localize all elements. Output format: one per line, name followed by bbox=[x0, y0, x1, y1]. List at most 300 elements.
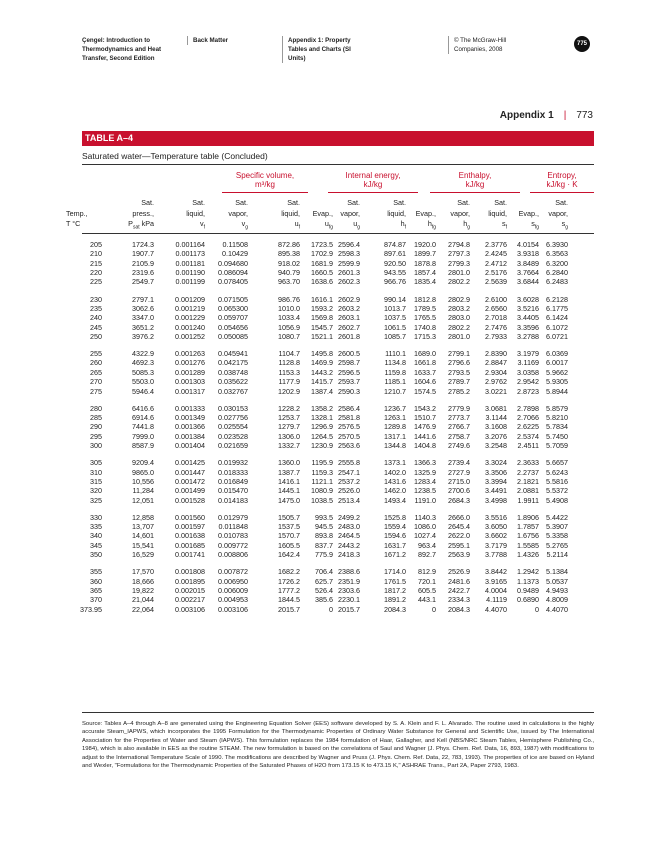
group-header-enthalpy bbox=[430, 171, 520, 189]
table-cell: 0.001560 bbox=[175, 512, 205, 522]
table-row bbox=[82, 531, 594, 540]
table-row bbox=[82, 332, 594, 341]
table-cell: 2.5639 bbox=[485, 277, 507, 287]
table-cell: 945.5 bbox=[315, 522, 333, 532]
table-cell: 0.001404 bbox=[175, 441, 205, 451]
table-cell: 0.003106 bbox=[175, 604, 205, 614]
table-cell: 2789.7 bbox=[448, 377, 470, 387]
table-cell: 13,707 bbox=[132, 522, 154, 532]
table-cell: 0 bbox=[329, 604, 333, 614]
table-cell: 9865.0 bbox=[132, 467, 154, 477]
table-cell: 2793.5 bbox=[448, 367, 470, 377]
table-cell: 6.2840 bbox=[546, 268, 568, 278]
table-cell: 355 bbox=[90, 567, 102, 577]
table-cell: 4.9493 bbox=[546, 586, 568, 595]
table-cell: 0 bbox=[432, 604, 436, 614]
table-cell: 2576.5 bbox=[338, 422, 360, 432]
table-cell: 240 bbox=[90, 313, 102, 323]
source-note: Source: Tables A–4 through A–8 are generated using the Engineering Equation Solver (EES) software developed by S. A. Klein and F. L. Alvarado. The routine used in calculations is the highly accurate Steam_IAPWS, which incorporates the 1995 Formulation for the Thermodynamic Properties of Ordinary Water Substance for General and Scientific Use, issued by The International Association for the Properties of Water and Steam (IAPWS). This formulation replaces the 1984 formulation of Haar, Gallagher, and Kell (NBS/NRC Steam Tables, Hemisphere Publishing Co., 1984), which is also available in EES as the routine STEAM. The new formulation is based on the correlations of Saul and Wagner (J. Phys. Chem. Ref. Data, 16, 893, 1987) with modifications to adjust to the International Temperature Scale of 1990. The modifications are described by Wagner and Pruss (J. Phys. Chem. Ref. Data, 22, 783, 1993). The properties of ice are based on Hyland and Wexler, "Formulations for the Thermodynamic Properties of the Saturated Phases of H2O from 173.15 K to 473.15 K," ASHRAE Trans., Part 2A, Paper 2793, 1983. bbox=[82, 721, 594, 770]
table-cell: 3347.0 bbox=[132, 313, 154, 323]
table-cell: 1283.4 bbox=[414, 476, 436, 486]
table-row bbox=[82, 249, 594, 258]
table-cell: 1253.7 bbox=[278, 413, 300, 422]
table-row bbox=[82, 304, 594, 313]
table-cell: 8587.9 bbox=[132, 441, 154, 451]
column-header-line: Sat. bbox=[235, 198, 248, 207]
column-header-line: Sat. bbox=[347, 198, 360, 207]
table-cell: 0.11508 bbox=[222, 240, 248, 249]
table-cell: 2.6560 bbox=[485, 303, 507, 313]
table-cell: 2596.5 bbox=[338, 367, 360, 377]
table-cell: 5.1384 bbox=[546, 567, 568, 577]
table-cell: 0.10429 bbox=[222, 249, 248, 259]
table-cell: 2803.2 bbox=[448, 303, 470, 313]
column-header-line: liquid, bbox=[488, 208, 507, 218]
table-cell: 0.001289 bbox=[175, 367, 205, 377]
table-cell: 963.70 bbox=[278, 277, 300, 287]
table-row bbox=[82, 323, 594, 332]
table-cell: 1360.0 bbox=[278, 458, 300, 468]
table-cell: 3.0358 bbox=[517, 367, 539, 377]
table-row bbox=[82, 422, 594, 431]
table-cell: 0.006950 bbox=[218, 576, 248, 586]
table-row bbox=[82, 349, 594, 358]
table-cell: 2797.3 bbox=[448, 249, 470, 259]
table-cell: 2303.6 bbox=[338, 586, 360, 595]
table-cell: 17,570 bbox=[132, 567, 154, 577]
table-cell: 3.5516 bbox=[485, 512, 507, 522]
table-cell: 1387.4 bbox=[311, 386, 333, 396]
table-cell: 0.001741 bbox=[175, 550, 205, 560]
table-cell: 2105.9 bbox=[132, 258, 154, 268]
table-row bbox=[82, 413, 594, 422]
table-cell: 3062.6 bbox=[132, 303, 154, 313]
table-cell: 2758.7 bbox=[448, 431, 470, 441]
chapter-label: Appendix 1: Property Tables and Charts (SI Units) bbox=[282, 36, 368, 63]
table-cell: 365 bbox=[90, 586, 102, 595]
table-cell: 1.1373 bbox=[517, 576, 539, 586]
table-cell: 260 bbox=[90, 358, 102, 368]
table-cell: 1373.1 bbox=[384, 458, 406, 468]
table-cell: 3.2548 bbox=[485, 441, 507, 451]
table-cell: 2.2737 bbox=[517, 467, 539, 477]
table-cell: 2.4511 bbox=[517, 441, 539, 451]
table-cell: 1521.1 bbox=[311, 331, 333, 341]
table-row bbox=[82, 441, 594, 450]
table-cell: 2749.6 bbox=[448, 441, 470, 451]
column-header-line: $s_f$ bbox=[502, 219, 507, 231]
table-cell: 1899.7 bbox=[414, 249, 436, 259]
table-cell: 5.3358 bbox=[546, 531, 568, 541]
table-cell: 1682.2 bbox=[278, 567, 300, 577]
table-cell: 943.55 bbox=[384, 268, 406, 278]
table-cell: 605.5 bbox=[418, 586, 436, 595]
table-cell: 2601.8 bbox=[338, 331, 360, 341]
table-cell: 2.8847 bbox=[485, 358, 507, 368]
table-row bbox=[82, 595, 594, 604]
table-cell: 2773.7 bbox=[448, 413, 470, 422]
table-cell: 2.7898 bbox=[517, 403, 539, 413]
table-cell: 3.3506 bbox=[485, 467, 507, 477]
table-cell: 230 bbox=[90, 294, 102, 304]
table-cell: 1033.4 bbox=[278, 313, 300, 323]
table-cell: 5.6243 bbox=[546, 467, 568, 477]
table-cell: 2766.7 bbox=[448, 422, 470, 432]
table-cell: 2570.5 bbox=[338, 431, 360, 441]
table-cell: 295 bbox=[90, 431, 102, 441]
table-top-rule bbox=[82, 164, 594, 165]
column-header-line: $h_f$ bbox=[400, 219, 406, 231]
table-cell: 2.9542 bbox=[517, 377, 539, 387]
group-title: Specific volume, bbox=[235, 171, 295, 180]
column-header-line: Sat. bbox=[141, 198, 154, 207]
table-cell: 963.4 bbox=[418, 540, 436, 550]
table-cell: 4692.3 bbox=[132, 358, 154, 368]
table-cell: 1702.9 bbox=[311, 249, 333, 259]
table-cell: 837.7 bbox=[315, 540, 333, 550]
table-cell: 5.7834 bbox=[546, 422, 568, 432]
table-cell: 1604.6 bbox=[414, 377, 436, 387]
column-header-line: $P_{sat}$ kPa bbox=[128, 219, 154, 231]
group-header-specific-volume bbox=[222, 171, 308, 189]
table-cell: 0.001219 bbox=[175, 303, 205, 313]
table-cell: 1104.7 bbox=[278, 349, 300, 359]
table-cell: 2464.5 bbox=[338, 531, 360, 541]
table-cell: 1689.0 bbox=[414, 349, 436, 359]
table-cell: 0.006009 bbox=[218, 586, 248, 595]
table-cell: 5.0537 bbox=[546, 576, 568, 586]
table-cell: 2.8390 bbox=[485, 349, 507, 359]
table-cell: 21,044 bbox=[132, 595, 154, 605]
table-row bbox=[82, 486, 594, 495]
table-cell: 0.025554 bbox=[218, 422, 248, 432]
table-cell: 2603.1 bbox=[338, 313, 360, 323]
table-cell: 5.4422 bbox=[546, 512, 568, 522]
table-cell: 1715.3 bbox=[414, 331, 436, 341]
table-cell: 0.045941 bbox=[218, 349, 248, 359]
column-header-line: $s_g$ bbox=[561, 219, 568, 231]
table-cell: 1681.9 bbox=[311, 258, 333, 268]
table-cell: 2603.2 bbox=[338, 303, 360, 313]
column-header bbox=[66, 198, 102, 230]
column-header-line: Sat. bbox=[555, 198, 568, 207]
table-cell: 2593.7 bbox=[338, 377, 360, 387]
table-cell: 1740.8 bbox=[414, 322, 436, 332]
table-cell: 2799.3 bbox=[448, 258, 470, 268]
table-cell: 4.1119 bbox=[486, 595, 507, 605]
table-cell: 3.4405 bbox=[517, 313, 539, 323]
table-cell: 720.1 bbox=[418, 576, 436, 586]
table-cell: 2.5374 bbox=[517, 431, 539, 441]
table-cell: 2.1821 bbox=[517, 476, 539, 486]
group-unit: kJ/kg · K bbox=[546, 180, 578, 189]
table-cell: 1724.3 bbox=[132, 240, 154, 249]
table-cell: 3.6050 bbox=[485, 522, 507, 532]
table-row bbox=[82, 567, 594, 576]
table-cell: 5.8210 bbox=[546, 413, 568, 422]
table-cell: 1505.7 bbox=[278, 512, 300, 522]
table-cell: 0.9489 bbox=[517, 586, 539, 595]
appendix-label: Appendix 1 bbox=[499, 110, 554, 121]
table-cell: 0.001447 bbox=[175, 467, 205, 477]
table-cell: 1777.2 bbox=[278, 586, 300, 595]
group-header-entropy bbox=[530, 171, 594, 189]
group-rule bbox=[222, 192, 308, 193]
table-cell: 4322.9 bbox=[132, 349, 154, 359]
table-cell: 893.8 bbox=[315, 531, 333, 541]
table-cell: 5.5816 bbox=[546, 476, 568, 486]
table-row bbox=[82, 358, 594, 367]
table-cell: 5946.4 bbox=[132, 386, 154, 396]
column-header-line: Evap., bbox=[415, 208, 436, 218]
table-cell: 2334.3 bbox=[448, 595, 470, 605]
table-cell: 1574.5 bbox=[414, 386, 436, 396]
table-cell: 2483.0 bbox=[338, 522, 360, 532]
table-cell: 290 bbox=[90, 422, 102, 432]
column-header-line: $h_{fg}$ bbox=[427, 219, 436, 231]
table-cell: 6.3563 bbox=[546, 249, 568, 259]
table-cell: 3.8489 bbox=[517, 258, 539, 268]
table-cell: 2796.6 bbox=[448, 358, 470, 368]
table-cell: 2.7066 bbox=[517, 413, 539, 422]
table-cell: 0.001895 bbox=[175, 576, 205, 586]
table-cell: 1080.7 bbox=[278, 331, 300, 341]
table-cell: 0.023528 bbox=[218, 431, 248, 441]
table-cell: 2084.3 bbox=[448, 604, 470, 614]
table-cell: 2.0881 bbox=[517, 486, 539, 496]
group-rule bbox=[530, 192, 594, 193]
column-header bbox=[154, 198, 205, 233]
table-cell: 1344.8 bbox=[384, 441, 406, 451]
table-cell: 330 bbox=[90, 512, 102, 522]
table-cell: 1110.1 bbox=[385, 349, 406, 359]
table-cell: 2388.6 bbox=[338, 567, 360, 577]
table-cell: 1844.5 bbox=[278, 595, 300, 605]
column-header bbox=[400, 198, 436, 233]
table-cell: 1056.9 bbox=[278, 322, 300, 332]
section-label: Back Matter bbox=[187, 36, 273, 45]
table-cell: 2602.7 bbox=[338, 322, 360, 332]
table-cell: 5.6657 bbox=[546, 458, 568, 468]
table-cell: 2590.3 bbox=[338, 386, 360, 396]
column-header bbox=[432, 198, 470, 233]
table-cell: 4.8009 bbox=[546, 595, 568, 605]
table-cell: 2602.3 bbox=[338, 277, 360, 287]
table-cell: 315 bbox=[90, 476, 102, 486]
table-cell: 0.009772 bbox=[218, 540, 248, 550]
table-cell: 275 bbox=[90, 386, 102, 396]
table-cell: 2481.6 bbox=[448, 576, 470, 586]
table-cell: 1817.2 bbox=[384, 586, 406, 595]
table-cell: 6.1424 bbox=[546, 313, 568, 323]
table-cell: 1140.3 bbox=[414, 512, 436, 522]
table-row bbox=[82, 377, 594, 386]
table-cell: 2598.7 bbox=[338, 358, 360, 368]
table-cell: 895.38 bbox=[278, 249, 300, 259]
table-cell: 3.7179 bbox=[485, 540, 507, 550]
table-cell: 2598.3 bbox=[338, 249, 360, 259]
table-cell: 0.078405 bbox=[218, 277, 248, 287]
table-cell: 3.9165 bbox=[485, 576, 507, 586]
column-header-line: vapor, bbox=[548, 208, 568, 218]
column-header-line bbox=[66, 198, 102, 209]
table-cell: 0.001276 bbox=[175, 358, 205, 368]
table-cell: 1441.6 bbox=[414, 431, 436, 441]
table-cell: 385.6 bbox=[315, 595, 333, 605]
table-cell: 1510.7 bbox=[414, 413, 436, 422]
table-cell: 2418.3 bbox=[338, 550, 360, 560]
table-cell: 1638.6 bbox=[311, 277, 333, 287]
table-cell: 3.0681 bbox=[485, 403, 507, 413]
table-cell: 1236.7 bbox=[384, 403, 406, 413]
table-cell: 2785.2 bbox=[448, 386, 470, 396]
table-cell: 2230.1 bbox=[338, 595, 360, 605]
table-cell: 3.9318 bbox=[517, 249, 539, 259]
table-cell: 0.001199 bbox=[175, 277, 205, 287]
table-cell: 2794.8 bbox=[448, 240, 470, 249]
column-header-line: Temp., bbox=[66, 208, 88, 218]
page-badge: 775 bbox=[574, 36, 590, 52]
table-cell: 1134.8 bbox=[384, 358, 406, 368]
table-cell: 1714.0 bbox=[384, 567, 406, 577]
table-cell: 1228.2 bbox=[278, 403, 300, 413]
table-cell: 1238.5 bbox=[414, 486, 436, 496]
table-cell: 1761.5 bbox=[384, 576, 406, 586]
table-cell: 1660.5 bbox=[311, 268, 333, 278]
table-row bbox=[82, 541, 594, 550]
group-title: Enthalpy, bbox=[458, 171, 492, 180]
table-cell: 6.3200 bbox=[546, 258, 568, 268]
table-cell: 2.7018 bbox=[485, 313, 507, 323]
group-unit: kJ/kg bbox=[363, 180, 383, 189]
group-rule bbox=[328, 192, 418, 193]
table-cell: 1594.6 bbox=[384, 531, 406, 541]
table-cell: 2.6100 bbox=[485, 294, 507, 304]
table-cell: 0.001349 bbox=[175, 413, 205, 422]
table-cell: 0.004953 bbox=[218, 595, 248, 605]
table-cell: 872.86 bbox=[278, 240, 300, 249]
table-cell: 255 bbox=[90, 349, 102, 359]
table-cell: 0.001303 bbox=[175, 377, 205, 387]
table-cell: 10,556 bbox=[132, 476, 154, 486]
table-cell: 1202.9 bbox=[278, 386, 300, 396]
table-row bbox=[82, 268, 594, 277]
table-cell: 3651.2 bbox=[132, 322, 154, 332]
table-cell: 350 bbox=[90, 550, 102, 560]
table-cell: 6914.6 bbox=[132, 413, 154, 422]
table-row bbox=[82, 513, 594, 522]
table-cell: 215 bbox=[90, 258, 102, 268]
table-cell: 5.3907 bbox=[546, 522, 568, 532]
table-cell: 443.1 bbox=[418, 595, 436, 605]
table-cell: 2.7933 bbox=[485, 331, 507, 341]
table-cell: 3976.2 bbox=[132, 331, 154, 341]
table-cell: 1765.5 bbox=[414, 313, 436, 323]
table-cell: 2602.9 bbox=[338, 294, 360, 304]
table-cell: 1404.8 bbox=[414, 441, 436, 451]
header-separator: | bbox=[563, 110, 567, 121]
table-cell: 1038.5 bbox=[311, 495, 333, 505]
table-cell: 2700.6 bbox=[448, 486, 470, 496]
table-cell: 1010.0 bbox=[278, 303, 300, 313]
table-row bbox=[82, 522, 594, 531]
table-cell: 2799.1 bbox=[448, 349, 470, 359]
table-cell: 1605.5 bbox=[278, 540, 300, 550]
table-cell: 1616.1 bbox=[311, 294, 333, 304]
table-cell: 5.9305 bbox=[546, 377, 568, 387]
running-header bbox=[82, 36, 595, 84]
table-cell: 3.3994 bbox=[485, 476, 507, 486]
table-row bbox=[82, 577, 594, 586]
table-row bbox=[82, 550, 594, 559]
table-cell: 1317.1 bbox=[384, 431, 406, 441]
table-cell: 526.4 bbox=[315, 586, 333, 595]
table-cell: 966.76 bbox=[384, 277, 406, 287]
table-cell: 1306.0 bbox=[278, 431, 300, 441]
table-row bbox=[82, 458, 594, 467]
column-header-line: vapor, bbox=[340, 208, 360, 218]
column-header-line: Sat. bbox=[494, 198, 507, 207]
table-cell: 1671.2 bbox=[384, 550, 406, 560]
column-header-line: $v_f$ bbox=[200, 219, 205, 231]
table-cell: 2.8723 bbox=[517, 386, 539, 396]
table-cell: 1177.9 bbox=[278, 377, 300, 387]
table-cell: 1569.8 bbox=[311, 313, 333, 323]
table-cell: 2581.8 bbox=[338, 413, 360, 422]
table-cell: 18,666 bbox=[132, 576, 154, 586]
table-cell: 1661.8 bbox=[414, 358, 436, 368]
column-header bbox=[106, 198, 154, 233]
table-cell: 1642.4 bbox=[278, 550, 300, 560]
table-cell: 300 bbox=[90, 441, 102, 451]
table-cell: 1469.9 bbox=[311, 358, 333, 368]
table-cell: 2802.9 bbox=[448, 294, 470, 304]
table-cell: 1475.0 bbox=[278, 495, 300, 505]
table-row bbox=[82, 496, 594, 505]
table-cell: 0.001190 bbox=[175, 268, 205, 278]
table-cell: 1191.0 bbox=[414, 495, 436, 505]
table-cell: 1537.5 bbox=[278, 522, 300, 532]
table-cell: 310 bbox=[90, 467, 102, 477]
table-cell: 0.001425 bbox=[175, 458, 205, 468]
table-cell: 874.87 bbox=[384, 240, 406, 249]
table-cell: 1402.0 bbox=[384, 467, 406, 477]
column-header-line: Sat. bbox=[393, 198, 406, 207]
group-header-internal-energy bbox=[328, 171, 418, 189]
table-cell: 1462.0 bbox=[384, 486, 406, 496]
table-cell: 1264.5 bbox=[311, 431, 333, 441]
table-cell: 0.032767 bbox=[218, 386, 248, 396]
table-cell: 285 bbox=[90, 413, 102, 422]
table-cell: 225 bbox=[90, 277, 102, 287]
table-cell: 0.018333 bbox=[218, 467, 248, 477]
column-header-line: $u_{fg}$ bbox=[324, 219, 333, 231]
table-cell: 1789.5 bbox=[414, 303, 436, 313]
table-cell: 986.76 bbox=[278, 294, 300, 304]
column-header-line: $h_g$ bbox=[463, 219, 470, 231]
table-cell: 3.6602 bbox=[485, 531, 507, 541]
book-title: Çengel: Introduction to Thermodynamics and Heat Transfer, Second Edition bbox=[82, 37, 162, 62]
table-cell: 1723.5 bbox=[311, 240, 333, 249]
table-row bbox=[82, 586, 594, 595]
table-cell: 3.1144 bbox=[485, 413, 507, 422]
table-cell: 2802.2 bbox=[448, 322, 470, 332]
table-cell: 11,284 bbox=[132, 486, 154, 496]
table-cell: 5.8944 bbox=[546, 386, 568, 396]
table-cell: 2779.9 bbox=[448, 403, 470, 413]
table-cell: 0.001685 bbox=[175, 540, 205, 550]
table-cell: 3.6844 bbox=[517, 277, 539, 287]
